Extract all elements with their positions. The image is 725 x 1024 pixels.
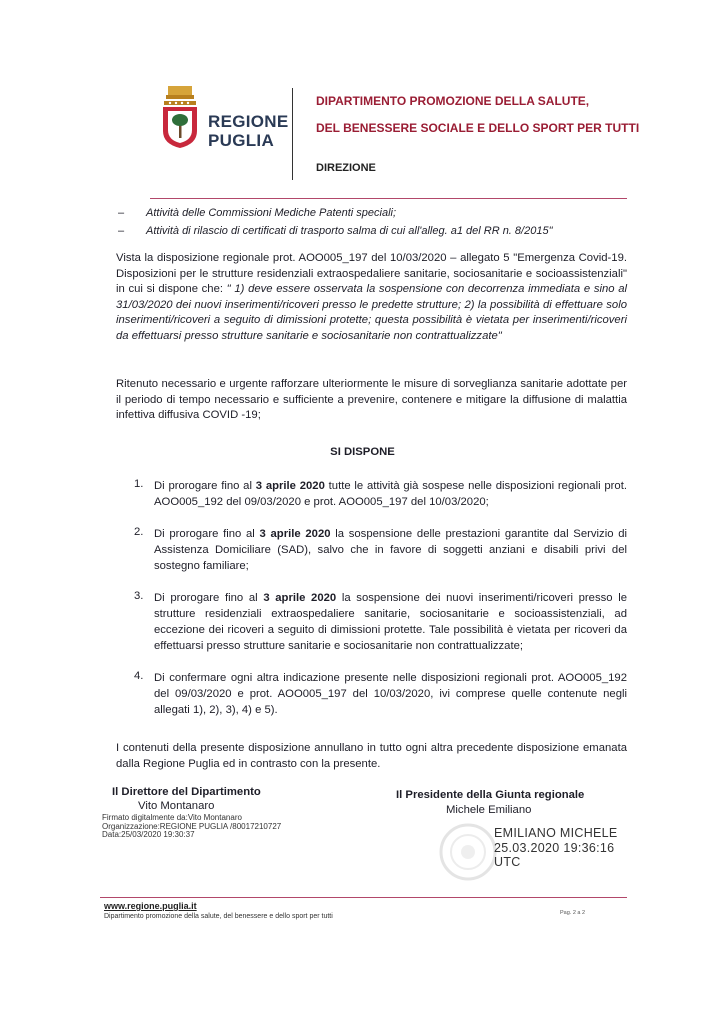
page-number: Pag. 2 a 2 [560,910,586,916]
si-dispone-heading: SI DISPONE [330,446,395,458]
list-item-post: la sospensione delle prestazioni garantite dal Servizio di Assistenza Domiciliare (SAD), salvo che in favore di soggetti anziani e disabili privi del sostegno familiare; [154,528,627,572]
digital-signature-left [102,814,281,840]
list-item-number: 2. [134,526,144,538]
list-item-pre: Di prorogare fino al [154,592,264,604]
bullet-dash: – [118,207,125,219]
list-item-pre: Di prorogare fino al [154,480,256,492]
paragraph-vista [116,251,627,344]
paragraph-vista-intro: Vista la disposizione regionale prot. AOO005_197 del 10/03/2020 – allegato 5 "Emergenza Covid-19. Disposizioni per le strutture residenziali extraospedaliere sanitarie, sociosanitarie e socioassistenziali" in cui si dispone che: [116,252,627,295]
bullet-text: Attività di rilascio di certificati di trasporto salma di cui all'alleg. a1 del RR n. 8/2015" [146,225,553,237]
logo-line-1: REGIONE [208,112,289,131]
digital-signature-line: 25.03.2020 19:36:16 [494,840,615,855]
digital-signature-line: UTC [494,855,521,869]
list-item [154,670,627,718]
digital-signature-line: Firmato digitalmente da:Vito Montanaro [102,813,242,822]
list-item-date: 3 aprile 2020 [255,480,325,492]
paragraph-vista-quote: " 1) deve essere osservata la sospensione con decorrenza immediata e sino al 31/03/2020 dei nuovi inserimenti/ricoveri presso le predette strutture; 2) la possibilità di effettuare solo inserimenti/ricoveri a seguito di dimissioni protette; questa possibilità è vietata per inserimenti/ricoveri da effettuarsi presso strutture sanitarie e sociosanitarie non contrattualizzate" [116,283,628,342]
digital-signature-line: EMILIANO MICHELE [494,826,618,840]
list-item [154,526,627,574]
list-item-post: la sospensione dei nuovi inserimenti/ricoveri presso le strutture residenziali extraospedaliere sanitarie, sociosanitarie e socioassistenziali, ad eccezione dei ricoveri a seguito di dimissioni protette. Tale possibilità è vietata per ricoveri da effettuarsi presso strutture sanitarie e sociosanitarie non contrattualizzate; [154,592,627,652]
digital-signature-right [494,826,618,870]
footer-rule [100,897,627,898]
footer-department: Dipartimento promozione della salute, del benessere e dello sport per tutti [104,913,333,920]
header-divider [292,88,293,180]
signatory-right-name: Michele Emiliano [446,804,532,816]
department-line-2: DEL BENESSERE SOCIALE E DELLO SPORT PER TUTTI [316,121,640,135]
digital-signature-line: Data:25/03/2020 19:30:37 [102,830,195,840]
list-item-date: 3 aprile 2020 [259,528,331,540]
bullet-item [118,207,396,219]
closing-paragraph: I contenuti della presente disposizione annullano in tutto ogni altra precedente disposizione emanata dalla Regione Puglia ed in contrasto con la presente. [116,742,627,770]
signatory-left-title: Il Direttore del Dipartimento [112,786,261,798]
department-line-1: DIPARTIMENTO PROMOZIONE DELLA SALUTE, [316,94,590,108]
signature-seal-icon [438,822,498,882]
regione-puglia-logo [160,86,200,148]
logo-wordmark [208,112,289,150]
list-item-number: 3. [134,590,144,602]
list-item [154,478,627,510]
list-item-number: 1. [134,478,144,490]
list-item-post: tutte le attività già sospese nelle disposizioni regionali prot. AOO005_192 del 09/03/2020 e prot. AOO005_197 del 10/03/2020; [154,480,627,508]
list-item-number: 4. [134,670,144,682]
bullet-dash: – [118,225,125,237]
bullet-text: Attività delle Commissioni Mediche Patenti speciali; [146,207,397,219]
logo-line-2: PUGLIA [208,131,275,150]
signatory-left-name: Vito Montanaro [138,800,215,812]
paragraph-ritenuto: Ritenuto necessario e urgente rafforzare ulteriormente le misure di sorveglianza sanitarie adottate per il periodo di tempo necessario e sufficiente a prevenire, contenere e mitigare la diffusione di malattia infettiva diffusiva COVID -19; [116,378,627,421]
header-rule [150,198,627,199]
digital-signature-line: Organizzazione:REGIONE PUGLIA /80017210727 [102,821,282,831]
list-item-pre: Di prorogare fino al [154,528,260,540]
list-item-pre: Di confermare ogni altra indicazione presente nelle disposizioni regionali prot. AOO005_192 del 09/03/2020 e prot. AOO005_197 del 10/03/2020, ivi comprese quelle contenute negli allegati 1), 2), 3), 4) e 5). [154,672,627,716]
signatory-right-title: Il Presidente della Giunta regionale [396,789,585,801]
list-item-date: 3 aprile 2020 [263,592,337,604]
list-item [154,590,627,654]
website-link[interactable]: www.regione.puglia.it [104,901,197,911]
office-label: DIREZIONE [316,162,376,174]
bullet-item [118,225,552,237]
